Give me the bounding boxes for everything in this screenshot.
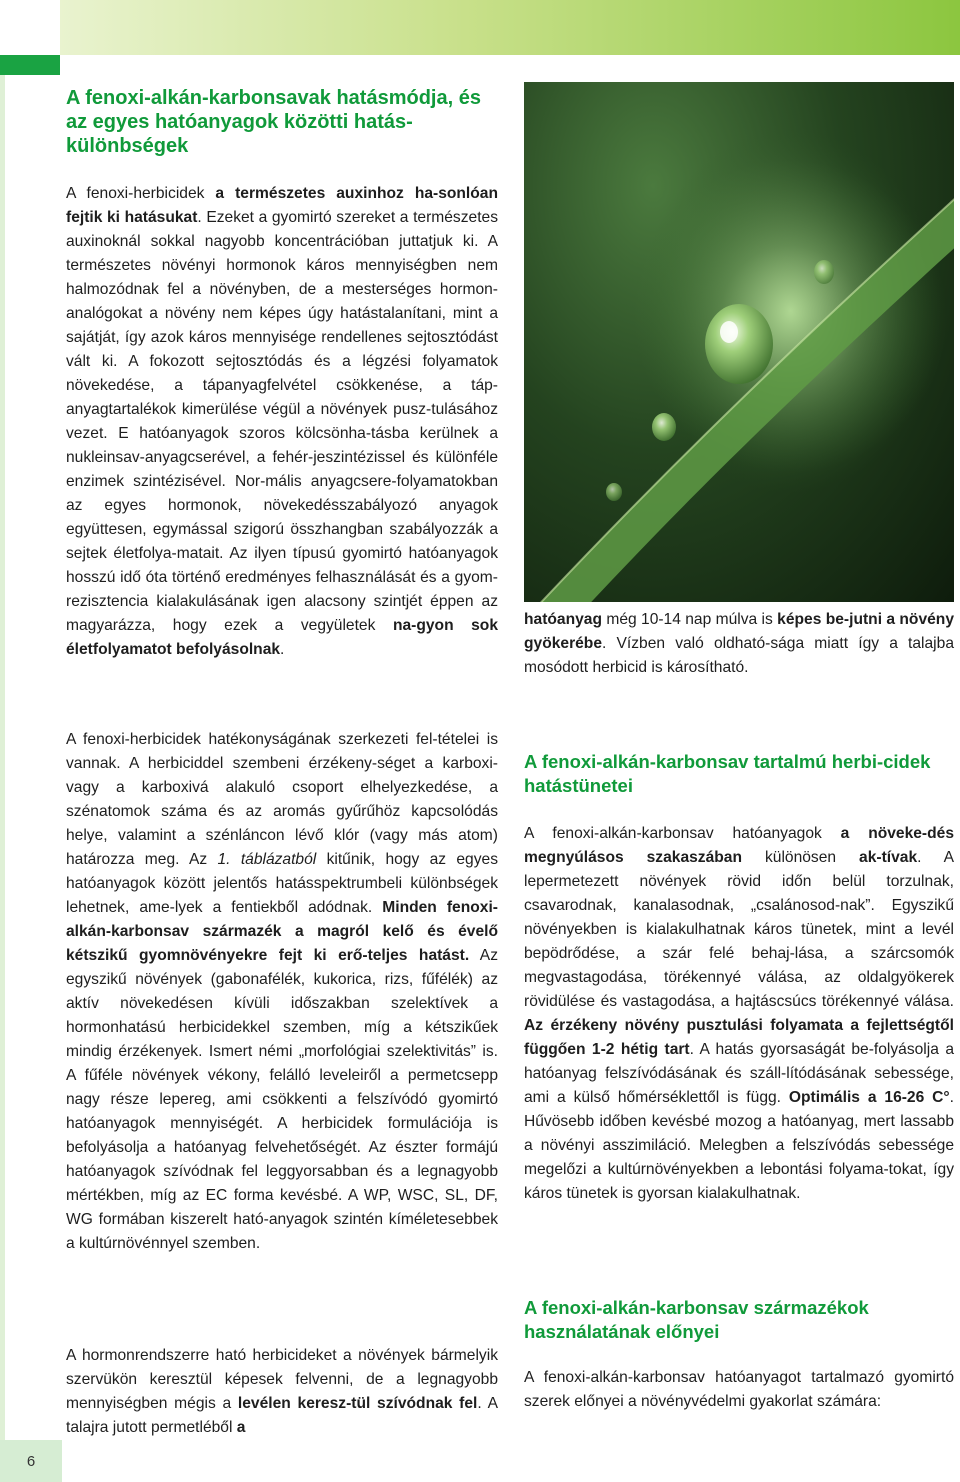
p5-run-0: A fenoxi-alkán-karbonsav hatóanyagok — [524, 825, 841, 842]
page-number: 6 — [0, 1440, 62, 1482]
water-droplet-on-leaf-photo — [524, 82, 954, 602]
main-section — [66, 86, 498, 662]
uptake-section — [66, 1344, 498, 1440]
p2-run-4: Az egyszikű növények (gabonafélék, kukorica, rizs, fűfélék) az aktív növekedésen kívüli időszakban szelektívek a hormonhatású herbicidekkel szemben, míg a kétszikűek mindig érzékenyek. Ismert némi „morfológiai szelektivitás” is. A fűféle növények vékony, felálló leveleiről a permetcsepp nagy része lepereg, ami csökkenti a felszívódó gyomirtó hatóanyagok mennyiségét. A herbicidek formulációja is befolyásolja a hatóanyag felvehetőségét. Az észter formájú hatóanyagok szívódnak fel leggyorsabban és a legnagyobb mértékben, míg az EC forma kevésbé. A WP, WSC, SL, DF, WG formában kiszerelt ható-anyagok szintén kíméletesebbek a kultúrnövénnyel szemben. — [66, 947, 499, 1252]
p2-run-3: Minden fenoxi-alkán-karbonsav származék a magról kelő és évelő kétszikű gyomnövényekre fejt ki erő-teljes hatást. — [66, 899, 498, 964]
section-heading-symptoms: A fenoxi-alkán-karbonsav tartalmú herbi-cidek hatástünetei — [524, 751, 931, 796]
p2-run-1: 1. táblázatból — [217, 851, 317, 868]
p4-run-1: még 10-14 nap múlva is — [601, 611, 778, 628]
advantages-section — [524, 1296, 954, 1414]
p1-run-1: a természetes auxinhoz ha-sonlóan fejtik ki hatásukat — [66, 185, 498, 226]
right-column-continuation — [524, 608, 954, 680]
symptoms-section — [524, 750, 954, 1206]
p5-run-5: Az érzékeny növény pusztulási folyamata a fejlettségtől függően 1-2 hétig tart — [524, 1017, 954, 1058]
p5-run-8: . Hűvösebb időben kevésbé mozog a hatóanyag, mert lassabb a növényi asszimiláció. Melegben a felszívódás sebessége megelőzi a kultúrnövényekben a lebontási folyama-tokat, így káros tünetek is gyorsan kialakulhatnak. — [524, 1089, 955, 1202]
section-heading-advantages: A fenoxi-alkán-karbonsav származékok használatának előnyei — [524, 1297, 869, 1342]
p5-run-1: a növeke-dés megnyúlásos szakaszában — [524, 825, 954, 866]
p5-run-2: különösen — [742, 849, 860, 866]
left-margin-strip — [0, 75, 5, 1440]
paragraph-advantages — [524, 1366, 954, 1414]
paragraph-structure — [66, 728, 498, 1256]
p1-run-3: na-gyon sok életfolyamatot befolyásolnak — [66, 617, 499, 658]
p1-run-4: . — [280, 641, 285, 658]
paragraph-mechanism — [66, 182, 498, 662]
p2-run-0: A fenoxi-herbicidek hatékonyságának szerkezeti fel-tételei is vannak. A herbiciddel szembeni érzékeny-séget a karboxi- vagy a karboxivá alakuló csoport elhelyezkedése, a szénatomok száma és az aromás gyűrűhöz kapcsolódás helye, valamint a szénláncon lévő klór (vagy más atom) határozza meg. Az — [66, 731, 498, 868]
section-heading-mechanism: A fenoxi-alkán-karbonsavak hatásmódja, és az egyes hatóanyagok közötti hatás-különbségek — [66, 87, 481, 157]
p5-run-4: . A lepermetezett növények rövid időn belül torzulnak, csavarodnak, kanalasodnak, „csalánosod-nak”. Egyszikű növényekben is kialakulhatnak káros tünetek, mint a levél bepödrődése, a szár felé behaj-lása, a szárcsomók megvastagodása, törékennyé válása, az oldalgyökerek rövidülése és vastagodása, a hajtáscsúcs törékennyé válása. — [524, 849, 954, 1010]
p4-run-0: hatóanyag — [524, 611, 602, 628]
structure-section — [66, 728, 498, 1256]
p1-run-0: A fenoxi-herbicidek — [66, 185, 216, 202]
p2-run-2: kitűnik, hogy az egyes hatóanyagok között jelentős hatásspektrumbeli különbségek lehetnek, ame-lyek a fentiekből adódnak. — [66, 851, 498, 916]
p3-run-0: A hormonrendszerre ható herbicideket a növények bármelyik szervükön keresztül képesek felvenni, de a legnagyobb mennyiségben mégis a — [66, 1347, 498, 1412]
paragraph-root-uptake — [524, 608, 954, 680]
p5-run-3: ak-tívak — [859, 849, 918, 866]
p3-run-1: levélen keresz-tül szívódnak fel — [237, 1395, 478, 1412]
p3-run-2: . A talajra jutott permetléből — [66, 1395, 498, 1436]
p6-run-0: A fenoxi-alkán-karbonsav hatóanyagot tartalmazó gyomirtó szerek előnyei a növényvédelmi gyakorlat számára: — [524, 1369, 954, 1410]
p3-run-3: a — [236, 1419, 246, 1436]
paragraph-symptoms — [524, 822, 954, 1206]
p4-run-2: képes be-jutni a növény gyökerébe — [524, 611, 954, 652]
p4-run-3: . Vízben való oldható-sága miatt így a talajba mosódott herbicid is károsítható. — [524, 635, 954, 676]
paragraph-uptake — [66, 1344, 498, 1440]
p1-run-2: . Ezeket a gyomirtó szereket a természetes auxinoknál sokkal nagyobb koncentrációban juttatjuk ki. A természetes növényi hormonok káros mennyiségben nem halmozódnak fel a növényben, de a mesterséges hormon-analógokat a növény nem képes úgy hatástalanítani, mint a sajátját, így azok káros mennyisége rendellenes sejtosztódást vált ki. A fokozott sejtosztódás és a légzési folyamatok növekedése, a tápanyagfelvétel csökkenése, a táp-anyagtartalékok kimerülése végül a növények pusz-tulásához vezet. E hatóanyagok szoros kölcsönha-tásba kerülnek a nukleinsav-anyagcserével, a fehér-jeszintézissel és különféle enzimek szintézisével. Nor-mális anyagcsere-folyamatokban az egyes hormonok, növekedésszabályozó anyagok együttesen, egymással szigorú összhangban szabályozzák a sejtek életfolya-matait. Az ilyen típusú gyomirtó hatóanyagok hosszú idő óta történő eredményes felhasználását és a gyom-rezisztencia kialakulásának igen alacsony szintjét éppen az magyarázza, hogy ezek a vegyületek — [66, 209, 498, 634]
p5-run-6: . A hatás gyorsaságát be-folyásolja a hatóanyag felszívódásának és száll-lítódásának sebessége, ami a külső hőmérséklettől is függ. — [524, 1041, 954, 1106]
corner-accent-block — [0, 55, 60, 75]
header-gradient-band — [60, 0, 960, 55]
leaf-droplet-illustration — [524, 82, 954, 602]
p5-run-7: Optimális a 16-26 C° — [788, 1089, 950, 1106]
